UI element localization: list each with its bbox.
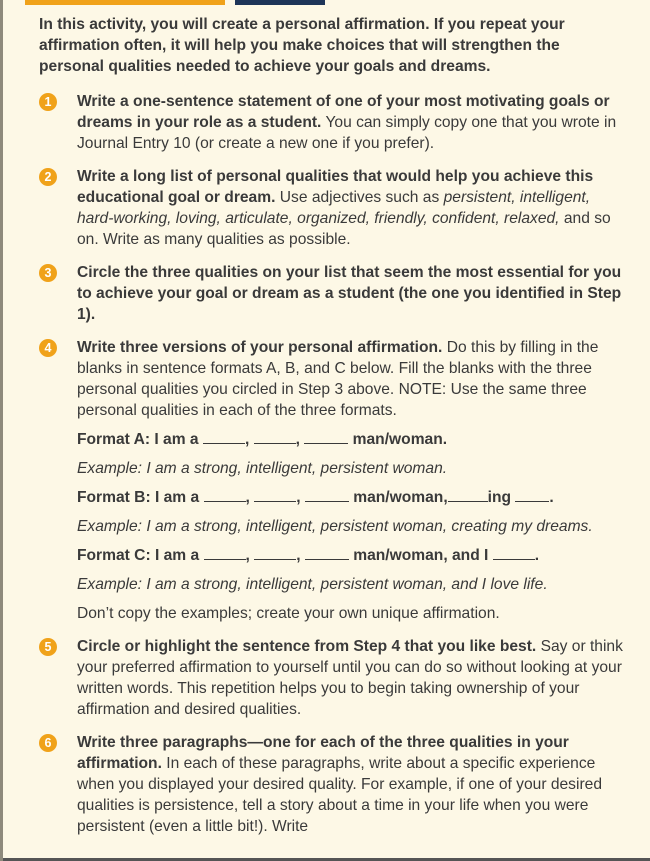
step-2 (39, 166, 628, 250)
step-number-badge: 5 (39, 638, 57, 656)
step-3 (39, 262, 628, 325)
step-text: In each of these paragraphs, write about a specific experience when you displayed your desired quality. For example, if one of your desired qualities is persistence, tell a story about a time in your life when you were persistent (even a little bit!). Write (77, 755, 602, 835)
blank (493, 545, 535, 560)
format-a-suffix: man/woman. (352, 431, 448, 448)
blank (203, 429, 245, 444)
blank (204, 487, 246, 502)
step-6 (39, 732, 628, 837)
step-heading: Write three paragraphs—one for each of the three qualities in your affirmation. (77, 734, 569, 772)
activity-content (39, 14, 628, 849)
format-b-line: Format B: I am a , , man/woman, ing . (77, 489, 554, 506)
format-b-label: Format B: I am a (77, 489, 200, 506)
blank (515, 487, 549, 502)
format-c-line: Format C: I am a , , man/woman, and I . (77, 547, 540, 564)
step-text: and so on. Write as many qualities as possible. (77, 210, 611, 248)
step-heading: Circle the three qualities on your list that seem the most essential for you to achieve your goal or dream as a student (the one you identified in Step 1). (77, 264, 622, 323)
format-b-end: . (549, 489, 554, 506)
step-number-badge: 3 (39, 264, 57, 282)
step-text: Do this by filling in the blanks in sentence formats A, B, and C below. Fill the blanks with the three personal qualities you circled in Step 3 above. NOTE: Use the same three personal qualities in each of the three formats. (77, 339, 599, 419)
header-accent-bar (25, 0, 225, 5)
format-a-label: Format A: I am a (77, 431, 199, 448)
format-a-line: Format A: I am a , , man/woman. (77, 431, 448, 448)
step-4-note: Don’t copy the examples; create your own unique affirmation. (77, 605, 500, 622)
header-navy-bar (235, 0, 325, 5)
step-text: Say or think your preferred affirmation to yourself until you can do so without looking at your written words. This repetition helps you to begin taking ownership of your affirmation and desired qualities. (77, 638, 623, 718)
blank (254, 429, 296, 444)
step-heading: Write three versions of your personal affirmation. (77, 339, 443, 356)
step-heading: Write a long list of personal qualities that would help you achieve this educational goal or dream. (77, 168, 594, 206)
step-italic-examples: persistent, intelligent, hard-working, loving, articulate, organized, friendly, confident, relaxed, (77, 189, 591, 227)
step-text: You can simply copy one that you wrote in Journal Entry 10 (or create a new one if you prefer). (77, 114, 617, 152)
blank (204, 545, 246, 560)
blank (305, 545, 349, 560)
step-1 (39, 91, 628, 154)
step-5 (39, 636, 628, 720)
format-b-mid: man/woman, (353, 489, 448, 506)
step-number-badge: 6 (39, 734, 57, 752)
step-number-badge: 4 (39, 339, 57, 357)
blank (254, 487, 296, 502)
step-heading: Circle or highlight the sentence from Step 4 that you like best. (77, 638, 537, 655)
step-text: Use adjectives such as (275, 189, 444, 206)
step-4 (39, 337, 628, 624)
format-b-ing: ing (487, 489, 512, 506)
blank (448, 487, 488, 502)
format-c-end: . (534, 547, 540, 564)
blank (305, 487, 349, 502)
example-a: Example: I am a strong, intelligent, persistent woman. (77, 460, 448, 477)
step-number-badge: 2 (39, 168, 57, 186)
intro-paragraph: In this activity, you will create a personal affirmation. If you repeat your affirmation often, it will help you make choices that will strengthen the personal qualities needed to achieve your goals and dreams. (39, 16, 565, 75)
blank (254, 545, 296, 560)
step-number-badge: 1 (39, 93, 57, 111)
format-c-mid: man/woman, and I (353, 547, 489, 564)
example-c: Example: I am a strong, intelligent, persistent woman, and I love life. (77, 576, 548, 593)
format-c-label: Format C: I am a (77, 547, 200, 564)
example-b: Example: I am a strong, intelligent, persistent woman, creating my dreams. (77, 518, 593, 535)
blank (304, 429, 348, 444)
step-heading: Write a one-sentence statement of one of your most motivating goals or dreams in your role as a student. (77, 93, 610, 131)
